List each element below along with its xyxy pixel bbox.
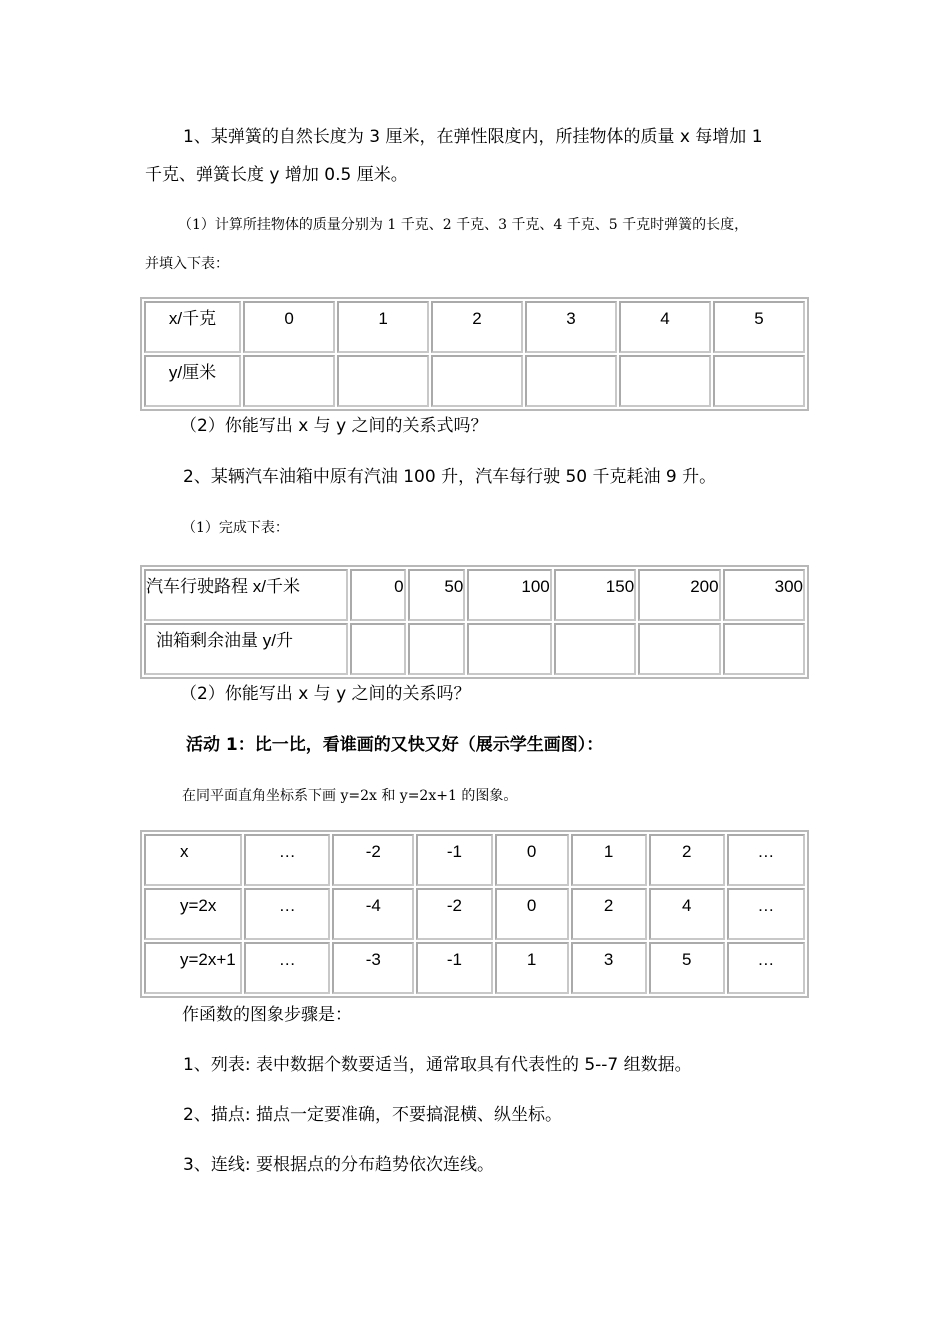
answer-cell[interactable] <box>525 355 617 407</box>
answer-cell[interactable] <box>337 355 429 407</box>
table-cell: 0 <box>495 834 569 886</box>
q1-line2: 千克、弹簧长度 y 增加 0.5 厘米。 <box>145 165 408 185</box>
table-cell: 汽车行驶路程 x/千米 <box>144 569 348 621</box>
answer-cell[interactable] <box>713 355 805 407</box>
table-cell: 0 <box>495 888 569 940</box>
table-cell: 3 <box>525 301 617 353</box>
table-row <box>144 355 805 407</box>
table-cell: 2 <box>431 301 523 353</box>
q1-sub2: （2）你能写出 x 与 y 之间的关系式吗？ <box>180 416 488 436</box>
table-row <box>144 942 805 994</box>
table-cell: -4 <box>332 888 414 940</box>
table-cell: 2 <box>649 834 725 886</box>
table-cell: -1 <box>416 834 492 886</box>
q2-sub2: （2）你能写出 x 与 y 之间的关系吗？ <box>180 684 471 704</box>
q2-table <box>140 565 809 679</box>
table-cell: 2 <box>571 888 647 940</box>
table-cell: … <box>727 834 805 886</box>
q1-line1: 1、某弹簧的自然长度为 3 厘米，在弹性限度内，所挂物体的质量 x 每增加 1 <box>183 127 763 147</box>
table-cell: -3 <box>332 942 414 994</box>
table-row <box>144 569 805 621</box>
q1-sub1-line1: （1）计算所挂物体的质量分别为 1 千克、2 千克、3 千克、4 千克、5 千克时弹簧的长度， <box>178 217 749 233</box>
table-cell: 1 <box>571 834 647 886</box>
table-row <box>144 623 805 675</box>
activity-instruction: 在同平面直角坐标系下画 y=2x 和 y=2x+1 的图象。 <box>182 788 518 804</box>
q1-table <box>140 297 809 411</box>
table-cell: 0 <box>243 301 335 353</box>
table-cell: -2 <box>416 888 492 940</box>
table-cell: 4 <box>649 888 725 940</box>
step-2: 2、描点: 描点一定要准确，不要搞混横、纵坐标。 <box>183 1105 562 1125</box>
steps-heading: 作函数的图象步骤是： <box>182 1005 352 1025</box>
table-cell: 5 <box>649 942 725 994</box>
table-cell: 200 <box>638 569 720 621</box>
table-cell: … <box>727 942 805 994</box>
step-3: 3、连线: 要根据点的分布趋势依次连线。 <box>183 1155 494 1175</box>
table-row <box>144 301 805 353</box>
table-cell: 100 <box>467 569 551 621</box>
table-cell: y/厘米 <box>144 355 241 407</box>
table-row <box>144 834 805 886</box>
answer-cell[interactable] <box>554 623 636 675</box>
table-cell: … <box>727 888 805 940</box>
table-cell: 3 <box>571 942 647 994</box>
table-cell: … <box>244 942 330 994</box>
answer-cell[interactable] <box>408 623 466 675</box>
table-cell: 4 <box>619 301 711 353</box>
q2-sub1: （1）完成下表： <box>182 520 289 536</box>
table-cell: -1 <box>416 942 492 994</box>
activity-title: 活动 1：比一比，看谁画的又快又好（展示学生画图）： <box>186 735 604 755</box>
table-cell: 油箱剩余油量 y/升 <box>144 623 348 675</box>
q1-sub1-line2: 并填入下表： <box>145 256 229 272</box>
table-cell: x/千克 <box>144 301 241 353</box>
answer-cell[interactable] <box>638 623 720 675</box>
table-cell: 1 <box>495 942 569 994</box>
table-cell: y=2x+1 <box>144 942 242 994</box>
answer-cell[interactable] <box>723 623 805 675</box>
step-1: 1、列表: 表中数据个数要适当，通常取具有代表性的 5--7 组数据。 <box>183 1055 692 1075</box>
table-cell: 50 <box>408 569 466 621</box>
table-cell: x <box>144 834 242 886</box>
answer-cell[interactable] <box>619 355 711 407</box>
table-cell: 1 <box>337 301 429 353</box>
answer-cell[interactable] <box>350 623 406 675</box>
answer-cell[interactable] <box>243 355 335 407</box>
table-cell: 0 <box>350 569 406 621</box>
activity-table <box>140 830 809 998</box>
table-cell: 300 <box>723 569 805 621</box>
q2-line1: 2、某辆汽车油箱中原有汽油 100 升，汽车每行驶 50 千克耗油 9 升。 <box>183 467 717 487</box>
table-cell: … <box>244 888 330 940</box>
table-cell: -2 <box>332 834 414 886</box>
table-row <box>144 888 805 940</box>
table-cell: … <box>244 834 330 886</box>
answer-cell[interactable] <box>467 623 551 675</box>
answer-cell[interactable] <box>431 355 523 407</box>
table-cell: 150 <box>554 569 636 621</box>
table-cell: y=2x <box>144 888 242 940</box>
table-cell: 5 <box>713 301 805 353</box>
